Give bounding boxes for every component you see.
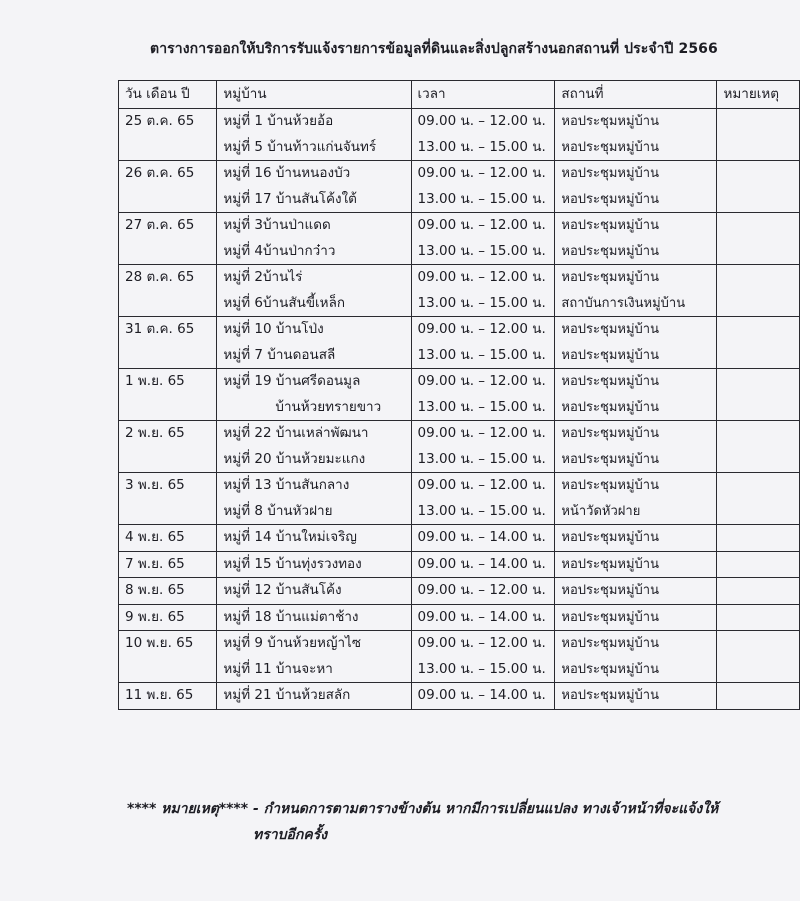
table-row bbox=[119, 109, 800, 161]
village-line: หมู่ที่ 6บ้านสันขี้เหล็ก bbox=[223, 294, 346, 311]
place-cell bbox=[555, 421, 717, 473]
header-date: วัน เดือน ปี bbox=[119, 81, 217, 109]
village-cell bbox=[217, 631, 411, 683]
place-cell bbox=[555, 473, 717, 525]
footnote bbox=[127, 796, 767, 848]
date-cell: 28 ต.ค. 65 bbox=[119, 265, 217, 317]
village-cell bbox=[217, 473, 411, 525]
place-line: หอประชุมหมู่บ้าน bbox=[561, 583, 659, 598]
date-cell: 9 พ.ย. 65 bbox=[119, 604, 217, 631]
place-line: หอประชุมหมู่บ้าน bbox=[561, 322, 659, 337]
table-row bbox=[119, 265, 800, 317]
time-cell bbox=[411, 525, 555, 552]
village-cell bbox=[217, 604, 411, 631]
time-cell bbox=[411, 473, 555, 525]
note-cell bbox=[717, 317, 800, 369]
table-row bbox=[119, 551, 800, 578]
time-line: 09.00 น. – 12.00 น. bbox=[417, 425, 546, 441]
place-line: หอประชุมหมู่บ้าน bbox=[561, 243, 659, 259]
place-line: หอประชุมหมู่บ้าน bbox=[561, 166, 659, 181]
time-line: 09.00 น. – 14.00 น. bbox=[417, 608, 546, 625]
time-line: 09.00 น. – 14.00 น. bbox=[417, 529, 546, 545]
date-cell: 3 พ.ย. 65 bbox=[119, 473, 217, 525]
date-cell: 26 ต.ค. 65 bbox=[119, 161, 217, 213]
village-line: หมู่ที่ 4บ้านป่ากว๋าว bbox=[223, 242, 336, 259]
time-line: 09.00 น. – 12.00 น. bbox=[417, 113, 546, 129]
place-line: หอประชุมหมู่บ้าน bbox=[561, 609, 659, 625]
document-title: ตารางการออกให้บริการรับแจ้งรายการข้อมูลที่ดินและสิ่งปลูกสร้างนอกสถานที่ ประจำปี 2566 bbox=[150, 41, 718, 57]
village-cell bbox=[217, 683, 411, 710]
date-cell: 1 พ.ย. 65 bbox=[119, 369, 217, 421]
place-line: หอประชุมหมู่บ้าน bbox=[561, 530, 659, 545]
table-row bbox=[119, 213, 800, 265]
note-cell bbox=[717, 578, 800, 605]
village-cell bbox=[217, 109, 411, 161]
village-line: หมู่ที่ 3บ้านป่าแดด bbox=[223, 217, 331, 233]
time-line: 13.00 น. – 15.00 น. bbox=[417, 242, 546, 259]
header-note: หมายเหตุ bbox=[717, 81, 800, 109]
village-cell bbox=[217, 525, 411, 552]
time-cell bbox=[411, 421, 555, 473]
note-cell bbox=[717, 213, 800, 265]
note-cell bbox=[717, 161, 800, 213]
village-cell bbox=[217, 265, 411, 317]
time-line: 09.00 น. – 14.00 น. bbox=[417, 687, 546, 703]
village-line: หมู่ที่ 10 บ้านโป่ง bbox=[223, 321, 324, 337]
time-line: 09.00 น. – 12.00 น. bbox=[417, 635, 546, 651]
date-cell: 27 ต.ค. 65 bbox=[119, 213, 217, 265]
note-cell bbox=[717, 473, 800, 525]
time-line: 13.00 น. – 15.00 น. bbox=[417, 450, 546, 467]
footnote-line-1: **** หมายเหตุ**** - กำหนดการตามตารางข้างต้น หากมีการเปลี่ยนแปลง ทางเจ้าหน้าที่จะแจ้งให้ bbox=[127, 801, 719, 817]
table-row bbox=[119, 473, 800, 525]
place-line: หอประชุมหมู่บ้าน bbox=[561, 451, 659, 467]
table-row bbox=[119, 631, 800, 683]
date-cell: 31 ต.ค. 65 bbox=[119, 317, 217, 369]
place-line: หอประชุมหมู่บ้าน bbox=[561, 478, 659, 493]
date-cell: 25 ต.ค. 65 bbox=[119, 109, 217, 161]
village-cell bbox=[217, 551, 411, 578]
time-cell bbox=[411, 631, 555, 683]
time-cell bbox=[411, 265, 555, 317]
village-line: หมู่ที่ 8 บ้านหัวฝาย bbox=[223, 502, 333, 519]
header-place: สถานที่ bbox=[555, 81, 717, 109]
table-row bbox=[119, 683, 800, 710]
time-cell bbox=[411, 578, 555, 605]
village-line: หมู่ที่ 18 บ้านแม่ตาช้าง bbox=[223, 608, 359, 625]
time-line: 09.00 น. – 12.00 น. bbox=[417, 165, 546, 181]
village-line: หมู่ที่ 21 บ้านห้วยสลัก bbox=[223, 687, 351, 703]
place-cell bbox=[555, 213, 717, 265]
time-line: 09.00 น. – 14.00 น. bbox=[417, 555, 546, 572]
village-line: หมู่ที่ 2บ้านไร่ bbox=[223, 269, 303, 285]
place-cell bbox=[555, 265, 717, 317]
time-line: 09.00 น. – 12.00 น. bbox=[417, 321, 546, 337]
place-cell bbox=[555, 317, 717, 369]
village-line: หมู่ที่ 5 บ้านท้าวแก่นจันทร์ bbox=[223, 138, 377, 155]
table-row bbox=[119, 525, 800, 552]
village-line: หมู่ที่ 14 บ้านใหม่เจริญ bbox=[223, 529, 357, 545]
time-cell bbox=[411, 109, 555, 161]
note-cell bbox=[717, 265, 800, 317]
village-line: หมู่ที่ 1 บ้านห้วยอ้อ bbox=[223, 113, 334, 129]
schedule-table bbox=[118, 80, 800, 710]
table-header-row bbox=[119, 81, 800, 109]
place-line: หน้าวัดหัวฝาย bbox=[561, 503, 641, 519]
village-cell bbox=[217, 161, 411, 213]
village-line: หมู่ที่ 19 บ้านศรีดอนมูล bbox=[223, 373, 361, 389]
time-line: 13.00 น. – 15.00 น. bbox=[417, 660, 546, 677]
header-time: เวลา bbox=[411, 81, 555, 109]
place-line: หอประชุมหมู่บ้าน bbox=[561, 556, 659, 572]
time-line: 13.00 น. – 15.00 น. bbox=[417, 346, 546, 363]
place-line: หอประชุมหมู่บ้าน bbox=[561, 114, 659, 129]
time-line: 09.00 น. – 12.00 น. bbox=[417, 269, 546, 285]
place-line: หอประชุมหมู่บ้าน bbox=[561, 426, 659, 441]
place-cell bbox=[555, 161, 717, 213]
village-cell bbox=[217, 213, 411, 265]
table-row bbox=[119, 578, 800, 605]
place-line: หอประชุมหมู่บ้าน bbox=[561, 374, 659, 389]
village-line: หมู่ที่ 11 บ้านจะหา bbox=[223, 660, 333, 677]
note-cell bbox=[717, 683, 800, 710]
time-line: 13.00 น. – 15.00 น. bbox=[417, 502, 546, 519]
village-cell bbox=[217, 421, 411, 473]
village-cell bbox=[217, 369, 411, 421]
time-line: 13.00 น. – 15.00 น. bbox=[417, 190, 546, 207]
place-line: หอประชุมหมู่บ้าน bbox=[561, 347, 659, 363]
date-cell: 8 พ.ย. 65 bbox=[119, 578, 217, 605]
time-line: 13.00 น. – 15.00 น. bbox=[417, 138, 546, 155]
time-cell bbox=[411, 161, 555, 213]
place-cell bbox=[555, 578, 717, 605]
village-cell bbox=[217, 578, 411, 605]
header-village: หมู่บ้าน bbox=[217, 81, 411, 109]
time-cell bbox=[411, 551, 555, 578]
note-cell bbox=[717, 525, 800, 552]
note-cell bbox=[717, 109, 800, 161]
time-cell bbox=[411, 604, 555, 631]
place-line: หอประชุมหมู่บ้าน bbox=[561, 661, 659, 677]
time-line: 13.00 น. – 15.00 น. bbox=[417, 398, 546, 415]
time-line: 13.00 น. – 15.00 น. bbox=[417, 294, 546, 311]
time-line: 09.00 น. – 12.00 น. bbox=[417, 582, 546, 598]
village-line: หมู่ที่ 9 บ้านห้วยหญ้าไซ bbox=[223, 635, 361, 651]
village-line: หมู่ที่ 15 บ้านทุ่งรวงทอง bbox=[223, 555, 362, 572]
place-line: หอประชุมหมู่บ้าน bbox=[561, 636, 659, 651]
place-cell bbox=[555, 551, 717, 578]
date-cell: 11 พ.ย. 65 bbox=[119, 683, 217, 710]
table-row bbox=[119, 317, 800, 369]
note-cell bbox=[717, 369, 800, 421]
place-cell bbox=[555, 683, 717, 710]
date-cell: 7 พ.ย. 65 bbox=[119, 551, 217, 578]
table-row bbox=[119, 369, 800, 421]
village-line: หมู่ที่ 22 บ้านเหล่าพัฒนา bbox=[223, 425, 369, 441]
time-line: 09.00 น. – 12.00 น. bbox=[417, 373, 546, 389]
village-line: บ้านห้วยทรายขาว bbox=[275, 398, 382, 415]
time-cell bbox=[411, 683, 555, 710]
table-row bbox=[119, 604, 800, 631]
time-line: 09.00 น. – 12.00 น. bbox=[417, 477, 546, 493]
village-line: หมู่ที่ 20 บ้านห้วยมะแกง bbox=[223, 450, 366, 467]
village-cell bbox=[217, 317, 411, 369]
place-line: สถาบันการเงินหมู่บ้าน bbox=[561, 295, 686, 311]
note-cell bbox=[717, 421, 800, 473]
place-cell bbox=[555, 525, 717, 552]
date-cell: 4 พ.ย. 65 bbox=[119, 525, 217, 552]
time-cell bbox=[411, 213, 555, 265]
place-cell bbox=[555, 109, 717, 161]
table-row bbox=[119, 421, 800, 473]
note-cell bbox=[717, 551, 800, 578]
footnote-line-2: ทราบอีกครั้ง bbox=[253, 827, 328, 843]
time-cell bbox=[411, 369, 555, 421]
time-line: 09.00 น. – 12.00 น. bbox=[417, 217, 546, 233]
place-line: หอประชุมหมู่บ้าน bbox=[561, 139, 659, 155]
date-cell: 2 พ.ย. 65 bbox=[119, 421, 217, 473]
place-line: หอประชุมหมู่บ้าน bbox=[561, 399, 659, 415]
place-cell bbox=[555, 604, 717, 631]
village-line: หมู่ที่ 7 บ้านดอนสลี bbox=[223, 346, 336, 363]
village-line: หมู่ที่ 17 บ้านสันโค้งใต้ bbox=[223, 190, 357, 207]
time-cell bbox=[411, 317, 555, 369]
village-line: หมู่ที่ 13 บ้านสันกลาง bbox=[223, 477, 350, 493]
place-line: หอประชุมหมู่บ้าน bbox=[561, 218, 659, 233]
note-cell bbox=[717, 604, 800, 631]
place-line: หอประชุมหมู่บ้าน bbox=[561, 688, 659, 703]
table-row bbox=[119, 161, 800, 213]
village-line: หมู่ที่ 12 บ้านสันโค้ง bbox=[223, 582, 342, 598]
place-line: หอประชุมหมู่บ้าน bbox=[561, 191, 659, 207]
place-cell bbox=[555, 631, 717, 683]
place-cell bbox=[555, 369, 717, 421]
note-cell bbox=[717, 631, 800, 683]
place-line: หอประชุมหมู่บ้าน bbox=[561, 270, 659, 285]
date-cell: 10 พ.ย. 65 bbox=[119, 631, 217, 683]
village-line: หมู่ที่ 16 บ้านหนองบัว bbox=[223, 165, 351, 181]
